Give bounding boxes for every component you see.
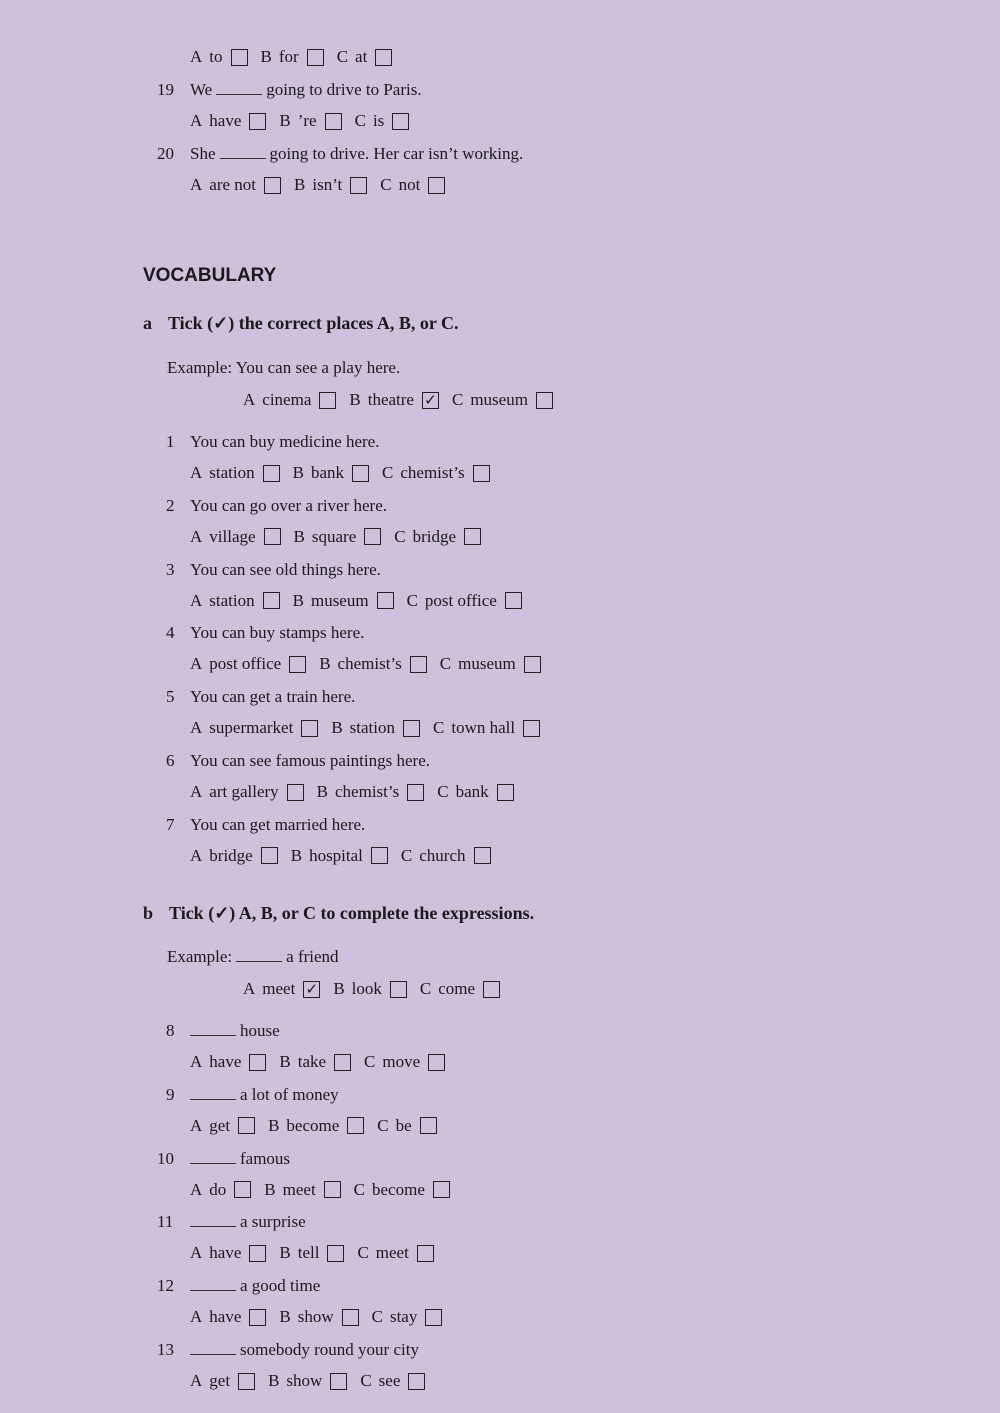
- question-text: She going to drive. Her car isn’t working.: [190, 144, 524, 163]
- checkbox[interactable]: [403, 720, 420, 737]
- part-b-example: Example: a friend: [167, 947, 339, 966]
- question-options: [190, 1052, 458, 1072]
- question-number: 3: [166, 559, 175, 579]
- option[interactable]: A have: [190, 111, 266, 131]
- checkbox[interactable]: [342, 1309, 359, 1326]
- option[interactable]: A bridge: [190, 846, 278, 866]
- option[interactable]: C not: [380, 175, 445, 195]
- option[interactable]: A art gallery: [190, 782, 304, 802]
- checkbox[interactable]: [249, 113, 266, 130]
- checkbox[interactable]: [301, 720, 318, 737]
- option[interactable]: C post office: [407, 591, 522, 611]
- checkbox[interactable]: [289, 656, 306, 673]
- checkbox[interactable]: [505, 592, 522, 609]
- checkbox[interactable]: [536, 392, 553, 409]
- option[interactable]: C come: [420, 979, 500, 999]
- checkbox[interactable]: [464, 528, 481, 545]
- checkbox[interactable]: [287, 784, 304, 801]
- answer-blank: [220, 144, 266, 159]
- question-options: [190, 1180, 463, 1200]
- option[interactable]: A to: [190, 47, 248, 67]
- option[interactable]: B meet: [264, 1180, 340, 1200]
- option[interactable]: B become: [268, 1116, 364, 1136]
- option[interactable]: C be: [377, 1116, 436, 1136]
- part-a-example: Example: You can see a play here.: [167, 358, 401, 377]
- question-number: 8: [166, 1021, 175, 1040]
- option[interactable]: C is: [355, 111, 410, 131]
- checkbox[interactable]: [263, 592, 280, 609]
- question-text: You can get married here.: [190, 814, 366, 834]
- option[interactable]: A have: [190, 1052, 266, 1072]
- option[interactable]: B isn’t: [294, 175, 367, 195]
- option[interactable]: A post office: [190, 654, 306, 674]
- option[interactable]: B theatre ✓: [349, 390, 439, 410]
- checkbox[interactable]: [474, 847, 491, 864]
- answer-blank: [236, 947, 282, 962]
- question-number: 12: [157, 1276, 174, 1296]
- option[interactable]: C museum: [452, 390, 553, 410]
- option[interactable]: A station: [190, 591, 280, 611]
- checkbox[interactable]: [524, 656, 541, 673]
- checkbox[interactable]: [408, 1373, 425, 1390]
- checkbox[interactable]: [249, 1054, 266, 1071]
- answer-blank: [216, 80, 262, 95]
- option[interactable]: B ’re: [279, 111, 341, 131]
- question-options: [190, 1116, 450, 1136]
- option[interactable]: B hospital: [291, 846, 388, 866]
- question-text: You can buy stamps here.: [190, 623, 365, 643]
- checkbox[interactable]: [352, 465, 369, 482]
- checkbox[interactable]: [263, 465, 280, 482]
- option[interactable]: A have: [190, 1307, 266, 1327]
- checkbox[interactable]: [330, 1373, 347, 1390]
- checkbox[interactable]: [371, 847, 388, 864]
- checkbox-checked[interactable]: [422, 392, 439, 409]
- question-number: 2: [166, 495, 175, 515]
- question-options: [190, 591, 535, 611]
- checkbox[interactable]: [327, 1245, 344, 1262]
- checkbox[interactable]: [334, 1054, 351, 1071]
- checkbox[interactable]: [375, 49, 392, 66]
- checkbox[interactable]: [428, 177, 445, 194]
- option[interactable]: B take: [279, 1052, 351, 1072]
- answer-blank: [190, 1021, 236, 1036]
- q19-options: [190, 111, 422, 131]
- option[interactable]: A cinema: [243, 390, 336, 410]
- checkbox[interactable]: [473, 465, 490, 482]
- option[interactable]: C move: [364, 1052, 445, 1072]
- option[interactable]: B station: [331, 718, 420, 738]
- checkbox[interactable]: [238, 1373, 255, 1390]
- q20-options: [190, 175, 458, 195]
- checkbox[interactable]: [347, 1117, 364, 1134]
- checkbox[interactable]: [425, 1309, 442, 1326]
- q18-options: [190, 47, 405, 67]
- option[interactable]: C stay: [372, 1307, 443, 1327]
- check-icon: ✓: [305, 979, 319, 998]
- option[interactable]: C bridge: [394, 527, 481, 547]
- part-b-example-options: [243, 979, 513, 999]
- question-text: famous: [190, 1149, 290, 1169]
- question-number: 7: [166, 814, 175, 834]
- checkbox[interactable]: [350, 177, 367, 194]
- checkbox[interactable]: [497, 784, 514, 801]
- question-text: You can see famous paintings here.: [190, 751, 431, 770]
- checkbox[interactable]: [410, 656, 427, 673]
- option[interactable]: B show: [279, 1307, 358, 1327]
- checkbox[interactable]: [417, 1245, 434, 1262]
- part-a-example-options: [243, 390, 566, 410]
- question-number: 13: [157, 1340, 174, 1359]
- checkbox[interactable]: [238, 1117, 255, 1134]
- answer-blank: [190, 1212, 236, 1227]
- option[interactable]: B show: [268, 1371, 347, 1391]
- option[interactable]: A village: [190, 527, 281, 547]
- option[interactable]: B chemist’s: [317, 782, 425, 802]
- checkbox[interactable]: [428, 1054, 445, 1071]
- option[interactable]: A get: [190, 1116, 255, 1136]
- checkbox[interactable]: [433, 1181, 450, 1198]
- question-options: [190, 846, 504, 866]
- option[interactable]: B square: [294, 527, 382, 547]
- question-number: 10: [157, 1148, 174, 1168]
- checkbox[interactable]: [231, 49, 248, 66]
- option[interactable]: B for: [261, 47, 324, 67]
- checkbox-checked[interactable]: [303, 981, 320, 998]
- checkbox[interactable]: [264, 528, 281, 545]
- checkbox[interactable]: [319, 392, 336, 409]
- answer-blank: [190, 1149, 236, 1164]
- checkbox[interactable]: [249, 1245, 266, 1262]
- question-text: a surprise: [190, 1212, 306, 1232]
- question-options: [190, 782, 527, 802]
- checkbox[interactable]: [325, 113, 342, 130]
- checkbox[interactable]: [377, 592, 394, 609]
- option[interactable]: B museum: [293, 591, 394, 611]
- checkbox[interactable]: [420, 1117, 437, 1134]
- option[interactable]: A meet ✓: [243, 979, 320, 999]
- option[interactable]: B tell: [279, 1243, 344, 1263]
- checkbox[interactable]: [234, 1181, 251, 1198]
- option[interactable]: A do: [190, 1180, 251, 1200]
- checkbox[interactable]: [307, 49, 324, 66]
- question-text: You can see old things here.: [190, 559, 381, 579]
- question-options: [190, 718, 553, 738]
- question-number: 20: [157, 144, 174, 163]
- part-a-instruction: a Tick (✓) the correct places A, B, or C.: [143, 313, 459, 333]
- option[interactable]: C church: [401, 846, 491, 866]
- option[interactable]: A station: [190, 463, 280, 483]
- question-text: somebody round your city: [190, 1340, 419, 1360]
- option[interactable]: C museum: [440, 654, 541, 674]
- option[interactable]: A get: [190, 1371, 255, 1391]
- question-number: 6: [166, 751, 175, 770]
- question-text: You can buy medicine here.: [190, 432, 380, 451]
- part-b-instruction: b Tick (✓) A, B, or C to complete the expressions.: [143, 903, 535, 923]
- question-text: You can get a train here.: [190, 687, 356, 707]
- question-options: [190, 1243, 447, 1263]
- option[interactable]: C become: [354, 1180, 450, 1200]
- option[interactable]: C bank: [437, 782, 513, 802]
- check-icon: ✓: [424, 390, 437, 409]
- question-text: We going to drive to Paris.: [190, 80, 422, 99]
- question-options: [190, 1371, 438, 1391]
- question-text: a lot of money: [190, 1085, 339, 1105]
- checkbox[interactable]: [249, 1309, 266, 1326]
- checkbox[interactable]: [390, 981, 407, 998]
- checkbox[interactable]: [407, 784, 424, 801]
- option[interactable]: B chemist’s: [319, 654, 427, 674]
- question-options: [190, 463, 503, 483]
- question-text: a good time: [190, 1276, 320, 1296]
- option[interactable]: A are not: [190, 175, 281, 195]
- checkbox[interactable]: [324, 1181, 341, 1198]
- option[interactable]: B look: [333, 979, 407, 999]
- answer-blank: [190, 1276, 236, 1291]
- option[interactable]: C town hall: [433, 718, 540, 738]
- question-number: 9: [166, 1084, 175, 1104]
- question-options: [190, 654, 554, 674]
- checkbox[interactable]: [523, 720, 540, 737]
- question-options: [190, 1307, 455, 1327]
- option[interactable]: C see: [360, 1371, 425, 1391]
- question-number: 19: [157, 80, 174, 99]
- question-number: 1: [166, 432, 175, 451]
- checkbox[interactable]: [392, 113, 409, 130]
- answer-blank: [190, 1340, 236, 1355]
- checkbox[interactable]: [483, 981, 500, 998]
- answer-blank: [190, 1085, 236, 1100]
- question-number: 11: [157, 1212, 174, 1232]
- option[interactable]: C meet: [357, 1243, 433, 1263]
- question-text: You can go over a river here.: [190, 495, 388, 515]
- checkbox[interactable]: [264, 177, 281, 194]
- checkbox[interactable]: [364, 528, 381, 545]
- checkbox[interactable]: [261, 847, 278, 864]
- question-options: [190, 527, 494, 547]
- option[interactable]: B bank: [293, 463, 369, 483]
- question-number: 5: [166, 687, 175, 707]
- section-title: VOCABULARY: [143, 265, 277, 286]
- option[interactable]: A have: [190, 1243, 266, 1263]
- question-text: house: [190, 1021, 280, 1041]
- option[interactable]: C at: [337, 47, 393, 67]
- option[interactable]: C chemist’s: [382, 463, 490, 483]
- question-number: 4: [166, 623, 175, 643]
- option[interactable]: A supermarket: [190, 718, 318, 738]
